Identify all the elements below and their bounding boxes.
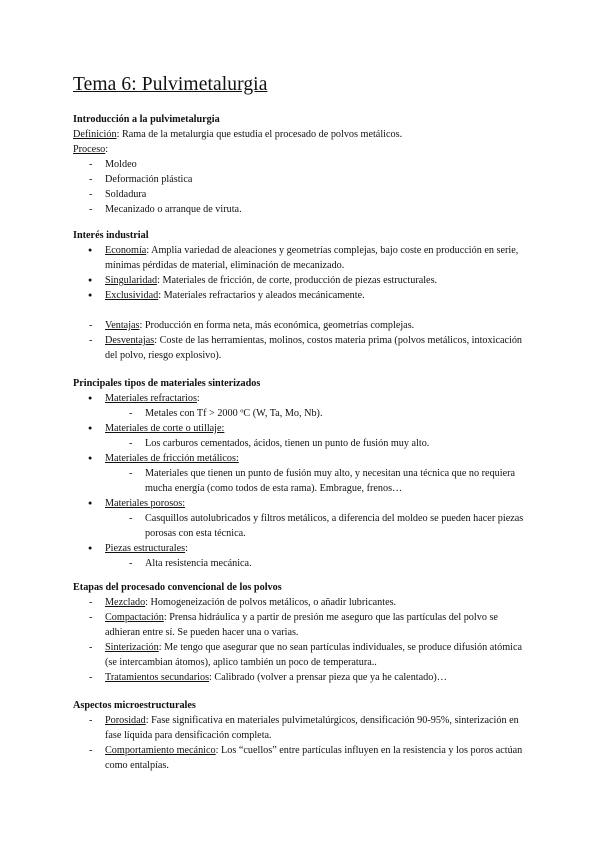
process-label: Proceso [73, 144, 106, 155]
list-item: - Moldeo [73, 157, 533, 172]
list-item: ● Piezas estructurales: [73, 541, 533, 556]
sub-list-item: - Los carburos cementados, ácidos, tienen un punto de fusión muy alto. [73, 436, 533, 451]
section-industrial-interest [73, 228, 533, 363]
list-item: ● Materiales porosos: [73, 496, 533, 511]
interest-list [73, 243, 533, 303]
definition-label: Definición [73, 129, 117, 140]
list-item: ● Materiales refractarios: [73, 391, 533, 406]
page-title: Tema 6: Pulvimetalurgia [73, 74, 268, 95]
sub-list-item: - Metales con Tf > 2000 ºC (W, Ta, Mo, Nb). [73, 406, 533, 421]
list-item: - Comportamiento mecánico: Los “cuellos” entre partículas influyen en la resistencia y los poros actúan como entalpías. [73, 743, 533, 773]
list-item: - Soldadura [73, 187, 533, 202]
list-item: - Ventajas: Producción en forma neta, más económica, geometrías complejas. [73, 318, 533, 333]
list-item: ● Singularidad: Materiales de fricción, de corte, producción de piezas estructurales. [73, 273, 533, 288]
list-item: - Mecanizado o arranque de viruta. [73, 202, 533, 217]
list-item: - Porosidad: Fase significativa en materiales pulvimetalúrgicos, densificación 90-95%, sinterización en fase líquida para densificación completa. [73, 713, 533, 743]
section-heading: Introducción a la pulvimetalurgia [73, 114, 220, 125]
list-item: ● Economía: Amplia variedad de aleaciones y geometrías complejas, bajo coste en producción en serie, mínimas pérdidas de material, eliminación de mecanizado. [73, 243, 533, 273]
sub-list-item: - Alta resistencia mecánica. [73, 556, 533, 571]
list-item: - Deformación plástica [73, 172, 533, 187]
process-list [73, 157, 533, 217]
section-processing-stages [73, 580, 533, 685]
list-item: ● Materiales de corte o utillaje: [73, 421, 533, 436]
section-heading: Principales tipos de materiales sinterizados [73, 378, 261, 389]
list-item: - Desventajas: Coste de las herramientas, molinos, costos materia prima (polvos metálicos, intoxicación del polvo, riesgo explosivo). [73, 333, 533, 363]
list-item: - Sinterización: Me tengo que asegurar que no sean partículas individuales, se produce difusión atómica (se intercambian átomos), aplico también un poco de temperatura.. [73, 640, 533, 670]
section-intro [73, 112, 533, 217]
sub-list-item: - Materiales que tienen un punto de fusión muy alto, y necesitan una técnica que no requiera mucha energía (como todos de esta rama). Embrague, frenos… [73, 466, 533, 496]
pros-cons-list [73, 318, 533, 363]
list-item: ● Exclusividad: Materiales refractarios y aleados mecánicamente. [73, 288, 533, 303]
section-heading: Interés industrial [73, 230, 149, 241]
sub-list-item: - Casquillos autolubricados y filtros metálicos, a diferencia del moldeo se pueden hacer piezas porosas con esta técnica. [73, 511, 533, 541]
definition-line [73, 127, 533, 142]
section-heading: Etapas del procesado convencional de los polvos [73, 582, 282, 593]
process-line: Proceso: [73, 144, 109, 155]
definition-text: : Rama de la metalurgia que estudia el procesado de polvos metálicos. [116, 129, 403, 140]
materials-list [73, 391, 533, 571]
section-sintered-materials [73, 376, 533, 571]
list-item: ● Materiales de fricción metálicos: [73, 451, 533, 466]
section-heading: Aspectos microestructurales [73, 700, 196, 711]
stages-list [73, 595, 533, 685]
list-item: - Mezclado: Homogeneización de polvos metálicos, o añadir lubricantes. [73, 595, 533, 610]
list-item: - Compactación: Prensa hidráulica y a partir de presión me aseguro que las partículas del polvo se adhieran entre sí. Se pueden hacer una o varias. [73, 610, 533, 640]
section-microstructure [73, 698, 533, 773]
list-item: - Tratamientos secundarios: Calibrado (volver a prensar pieza que ya he calentado)… [73, 670, 533, 685]
microstructure-list [73, 713, 533, 773]
